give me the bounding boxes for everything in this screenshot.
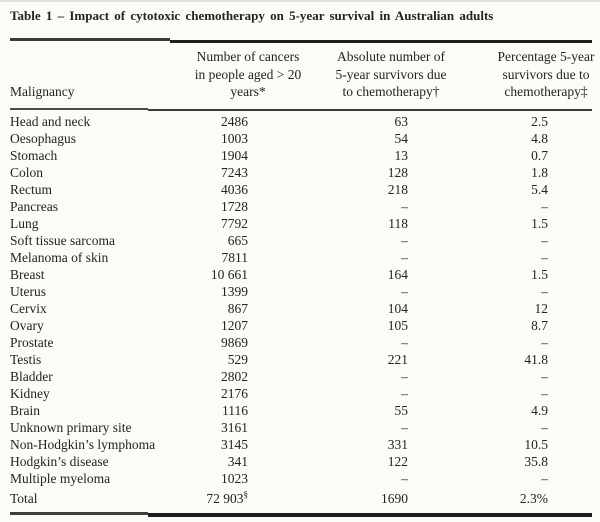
column-header-line: Absolute number of [337, 49, 445, 64]
cell-survivors: – [401, 369, 408, 384]
table-row [0, 114, 600, 131]
cell-survivors: – [401, 471, 408, 486]
table-row [0, 233, 600, 250]
table-row [0, 420, 600, 437]
cell-malignancy: Multiple myeloma [10, 471, 111, 486]
cell-cancers: 867 [227, 301, 248, 316]
cell-malignancy: Uterus [10, 284, 46, 299]
cell-cancers: 7243 [221, 165, 248, 180]
cell-malignancy: Brain [10, 403, 40, 418]
cell-survivors: 122 [387, 454, 408, 469]
cell-survivors: 128 [387, 165, 408, 180]
table-row [0, 335, 600, 352]
cell-survivors: 104 [387, 301, 408, 316]
cell-percentage: – [541, 199, 548, 214]
table-row [0, 284, 600, 301]
cell-percentage: 41.8 [524, 352, 548, 367]
cell-cancers: 1023 [221, 471, 248, 486]
cell-malignancy: Soft tissue sarcoma [10, 233, 115, 248]
cell-percentage: – [541, 335, 548, 350]
table-row [0, 386, 600, 403]
top-rule-left-segment [10, 38, 170, 41]
cell-cancers: 3161 [221, 420, 248, 435]
column-header-line: to chemotherapy† [342, 84, 440, 99]
cell-percentage: 2.5 [531, 114, 548, 129]
cell-total-survivors: 1690 [381, 491, 408, 506]
column-header-cancers [168, 48, 328, 101]
column-header-line: years* [230, 84, 266, 99]
cell-survivors: – [401, 250, 408, 265]
cell-survivors: 331 [387, 437, 408, 452]
cell-cancers: 3145 [221, 437, 248, 452]
cell-malignancy: Ovary [10, 318, 44, 333]
cell-malignancy: Bladder [10, 369, 53, 384]
cell-cancers: 1003 [221, 131, 248, 146]
cell-total-percentage: 2.3% [519, 491, 548, 506]
cell-percentage: 1.5 [531, 216, 548, 231]
cell-cancers: 1116 [222, 403, 248, 418]
cell-survivors: 218 [387, 182, 408, 197]
cell-cancers: 1728 [221, 199, 248, 214]
table-row [0, 148, 600, 165]
cell-percentage: 5.4 [531, 182, 548, 197]
cell-malignancy: Rectum [10, 182, 52, 197]
cell-percentage: 12 [534, 301, 548, 316]
cell-survivors: 54 [394, 131, 408, 146]
cell-survivors: 105 [387, 318, 408, 333]
column-header-label: Malignancy [10, 84, 75, 99]
cell-survivors: 221 [387, 352, 408, 367]
header-rule-right-segment [148, 109, 592, 111]
table-row [0, 403, 600, 420]
section-sign-superscript: § [243, 489, 248, 500]
cell-survivors: 63 [394, 114, 408, 129]
top-rule-right-segment [170, 40, 592, 43]
cell-cancers: 7792 [221, 216, 248, 231]
cell-survivors: – [401, 284, 408, 299]
table-row [0, 165, 600, 182]
cell-total-cancers [170, 491, 248, 507]
cell-percentage: – [541, 420, 548, 435]
cell-cancers: 9869 [221, 335, 248, 350]
table-row [0, 182, 600, 199]
cell-cancers: 10 661 [210, 267, 248, 282]
total-cancers-value: 72 903 [206, 491, 244, 506]
cell-percentage: 1.5 [531, 267, 548, 282]
cell-percentage: – [541, 471, 548, 486]
column-header-line: in people aged > 20 [194, 66, 302, 82]
cell-malignancy: Kidney [10, 386, 50, 401]
cell-cancers: 4036 [221, 182, 248, 197]
cell-malignancy: Oesophagus [10, 131, 76, 146]
cell-malignancy: Testis [10, 352, 42, 367]
cell-cancers: 1904 [221, 148, 248, 163]
column-header-line: Percentage 5-year [497, 49, 595, 64]
cell-cancers: 341 [227, 454, 248, 469]
column-header-line: survivors due to [502, 66, 590, 82]
cell-survivors: 164 [387, 267, 408, 282]
cell-cancers: 7811 [221, 250, 248, 265]
cell-percentage: 10.5 [524, 437, 548, 452]
cell-malignancy: Unknown primary site [10, 420, 132, 435]
table-row [0, 437, 600, 454]
cell-malignancy: Lung [10, 216, 39, 231]
cell-cancers: 2176 [221, 386, 248, 401]
cell-cancers: 2802 [221, 369, 248, 384]
column-header-line: chemotherapy‡ [504, 84, 588, 99]
cell-survivors: 118 [388, 216, 408, 231]
table-row [0, 267, 600, 284]
cell-cancers: 1207 [221, 318, 248, 333]
table-row [0, 131, 600, 148]
cell-survivors: 55 [394, 403, 408, 418]
cell-malignancy: Stomach [10, 148, 58, 163]
bottom-rule-left-segment [10, 512, 148, 515]
column-header-line: Number of cancers [196, 49, 300, 64]
cell-survivors: – [401, 233, 408, 248]
cell-cancers: 1399 [221, 284, 248, 299]
table-row [0, 352, 600, 369]
table-row [0, 216, 600, 233]
cell-malignancy: Melanoma of skin [10, 250, 109, 265]
table-row [0, 369, 600, 386]
table-row [0, 318, 600, 335]
cell-cancers: 665 [227, 233, 248, 248]
column-header-survivors [311, 48, 471, 101]
cell-survivors: – [401, 420, 408, 435]
cell-malignancy: Hodgkin’s disease [10, 454, 109, 469]
column-header-line: 5-year survivors due [335, 66, 447, 82]
cell-percentage: 1.8 [531, 165, 548, 180]
scan-artifact-line [0, 0, 600, 2]
table-row [0, 471, 600, 488]
cell-percentage: 35.8 [524, 454, 548, 469]
column-header-malignancy [10, 83, 74, 101]
cell-cancers: 2486 [221, 114, 248, 129]
cell-malignancy: Prostate [10, 335, 54, 350]
cell-percentage: 8.7 [531, 318, 548, 333]
table-row [0, 199, 600, 216]
bottom-rule-right-segment [148, 513, 592, 517]
cell-malignancy: Non-Hodgkin’s lymphoma [10, 437, 156, 452]
table-row [0, 301, 600, 318]
column-header-percentage [466, 48, 600, 101]
cell-percentage: – [541, 284, 548, 299]
cell-percentage: 4.8 [531, 131, 548, 146]
cell-percentage: 0.7 [531, 148, 548, 163]
table-title: Table 1 – Impact of cytotoxic chemotherapy on 5-year survival in Australian adults [10, 8, 494, 23]
cell-survivors: – [401, 335, 408, 350]
cell-percentage: – [541, 233, 548, 248]
cell-percentage: – [541, 250, 548, 265]
cell-malignancy: Pancreas [10, 199, 58, 214]
header-rule-left-segment [10, 108, 148, 110]
cell-percentage: – [541, 369, 548, 384]
cell-percentage: – [541, 386, 548, 401]
table-row [0, 250, 600, 267]
cell-total-label: Total [10, 491, 38, 506]
cell-malignancy: Head and neck [10, 114, 91, 129]
table-row [0, 454, 600, 471]
cell-malignancy: Cervix [10, 301, 47, 316]
table-total-row [0, 491, 600, 511]
cell-survivors: – [401, 386, 408, 401]
cell-survivors: – [401, 199, 408, 214]
table-body [0, 114, 600, 511]
cell-malignancy: Colon [10, 165, 44, 180]
cell-cancers: 529 [227, 352, 248, 367]
cell-percentage: 4.9 [531, 403, 548, 418]
cell-malignancy: Breast [10, 267, 45, 282]
cell-survivors: 13 [394, 148, 408, 163]
